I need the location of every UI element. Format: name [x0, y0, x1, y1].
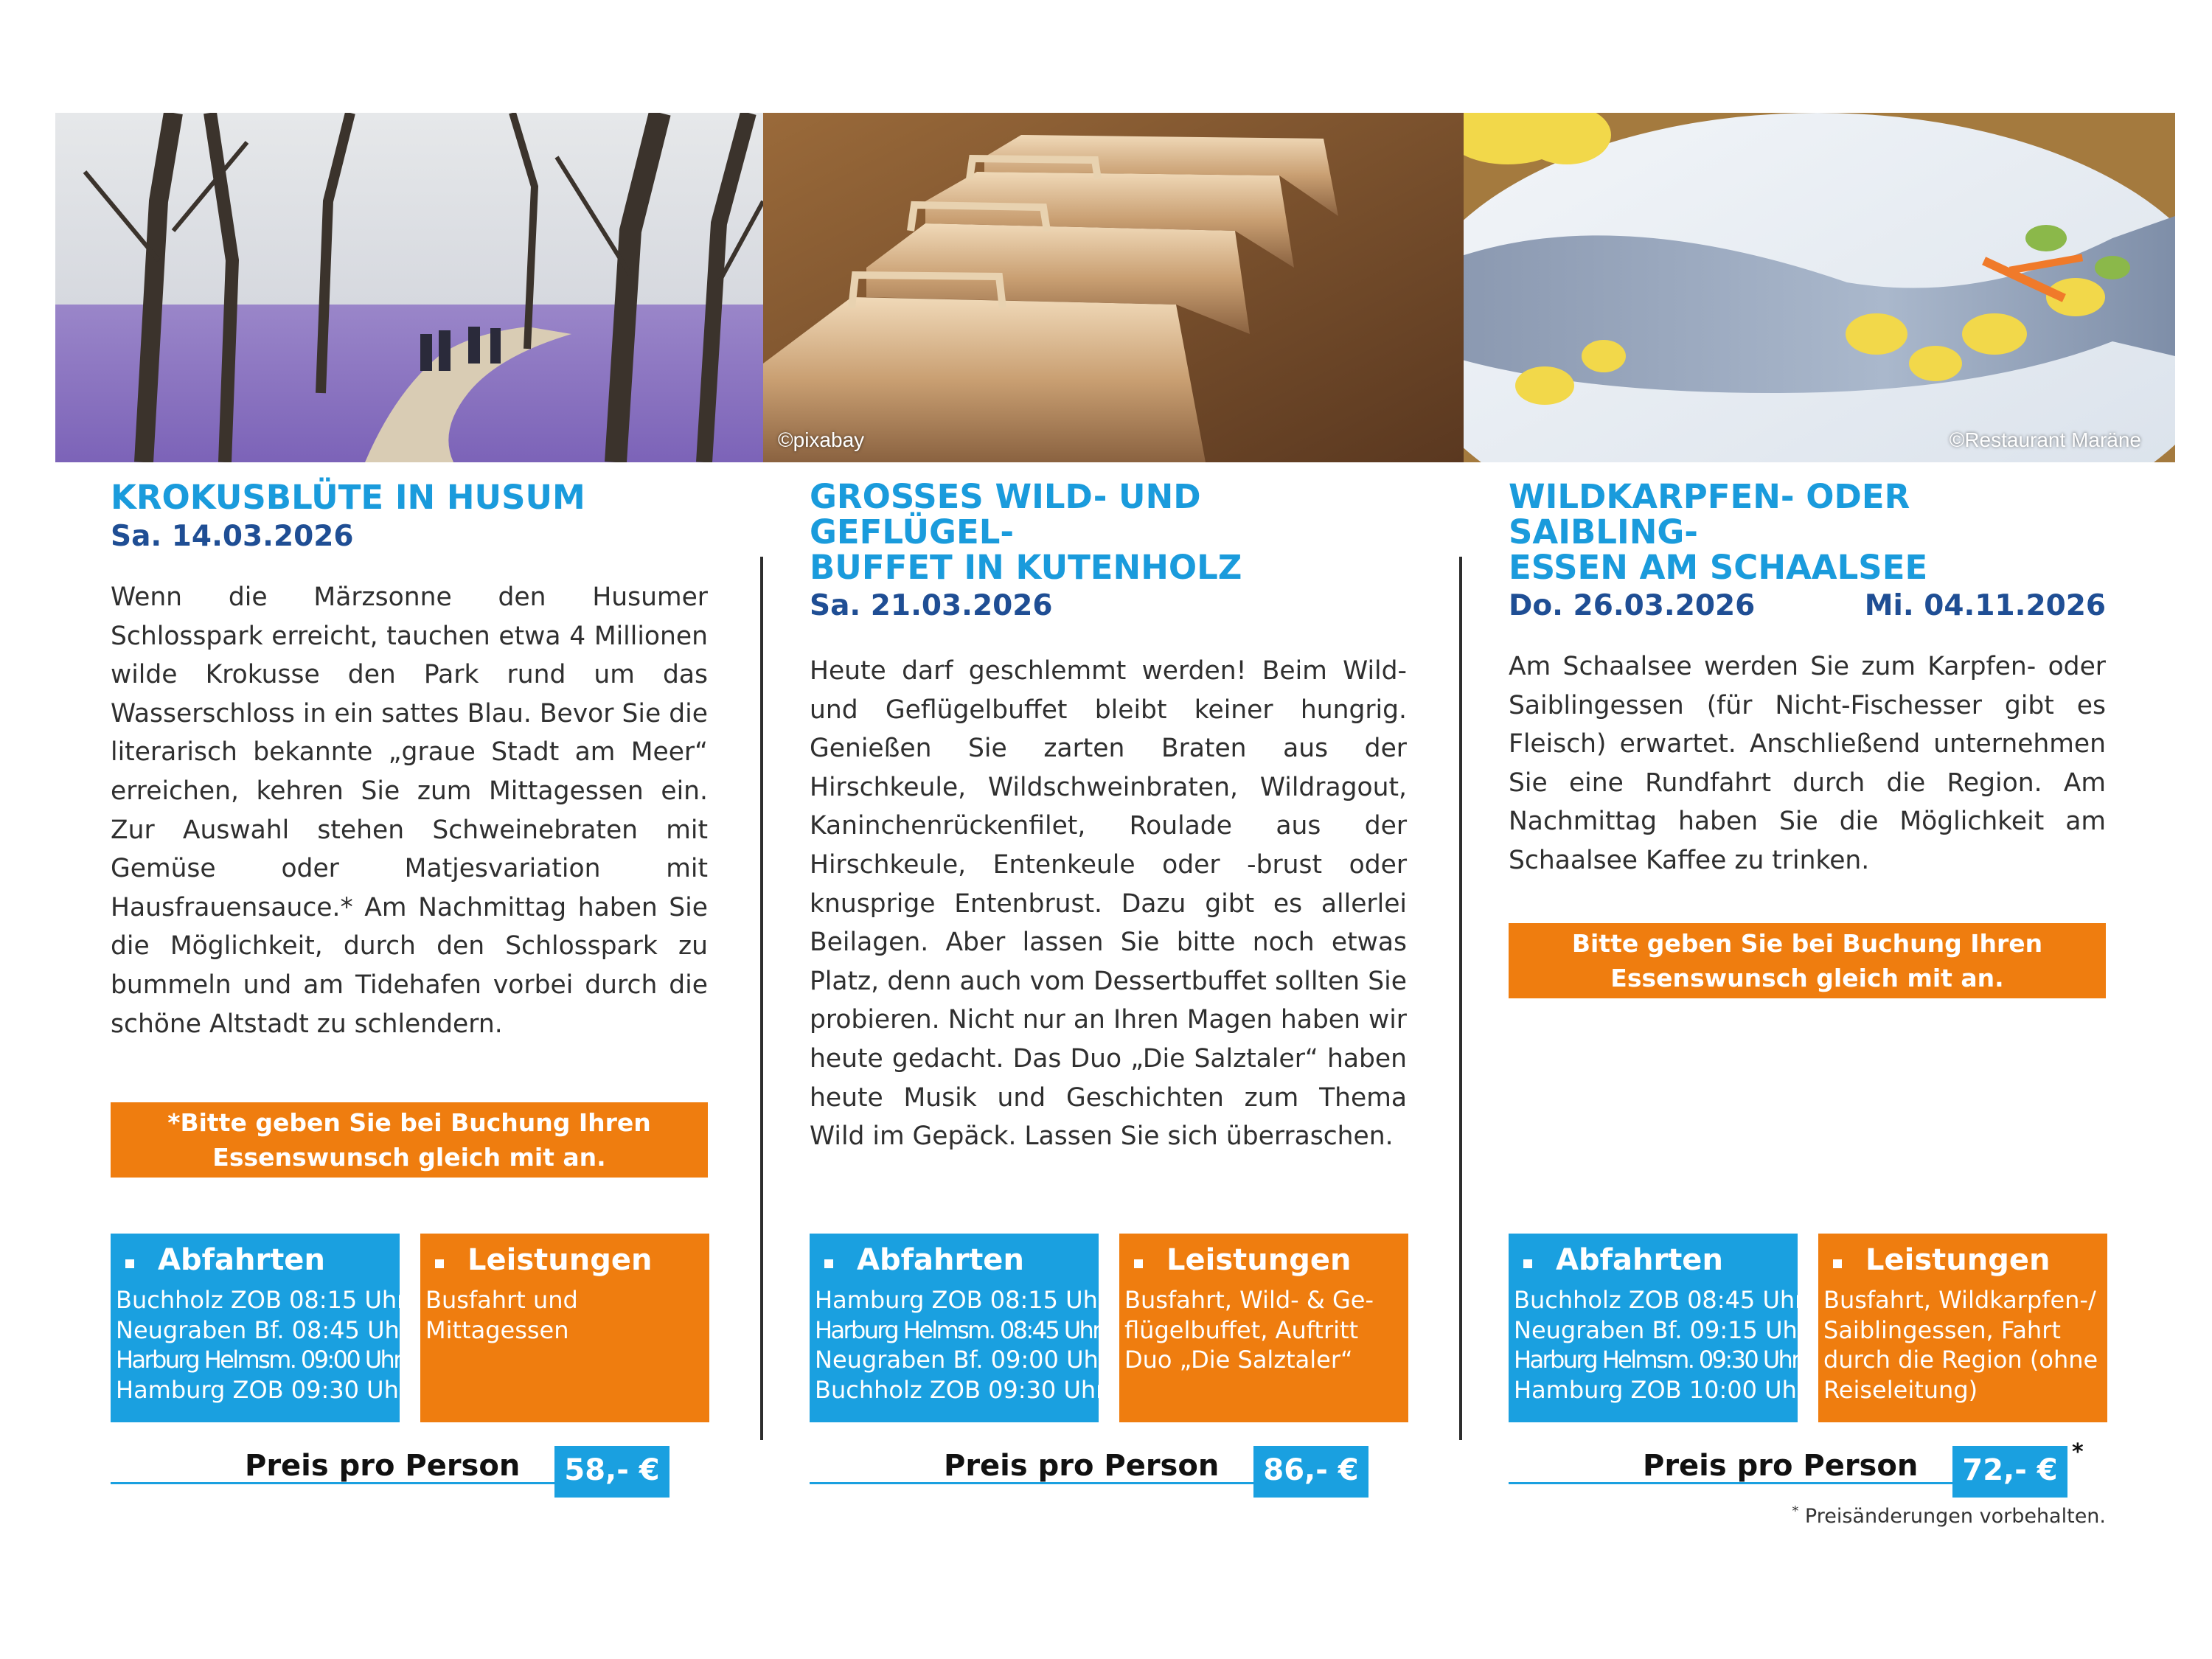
services-title: Leistungen [1166, 1243, 1352, 1277]
price-tag: 86,- € [1253, 1446, 1368, 1498]
tour-date: Mi. 04.11.2026 [1864, 589, 2106, 622]
departure-line: Harburg Helmsm. 09:00 Uhr [116, 1346, 401, 1374]
tour-title: KROKUSBLÜTE IN HUSUM [111, 478, 585, 517]
departure-line: Hamburg ZOB 10:00 Uhr [1514, 1375, 1806, 1404]
photo-fish-plate [1464, 113, 2175, 462]
departures-title: Abfahrten [857, 1243, 1024, 1277]
tour-date: Sa. 21.03.2026 [810, 589, 1053, 622]
departure-line: Hamburg ZOB 08:15 Uhr [815, 1286, 1107, 1314]
tour-description: Wenn die Märzsonne den Husumer Schlosspark erreicht, tauchen etwa 4 Millionen wilde Krokusse den Park rund um das Wasserschloss in ein sattes Blau. Bevor Sie die literarisch bekannte „graue Stadt am Meer“ erreichen, kehren Sie zum Mittagessen ein. Zur Auswahl stehen Schweinebraten mit Gemüse oder Matjesvariation mit Hausfrauensauce.* Am Nachmittag haben Sie die Möglichkeit, durch den Schlosspark zu bummeln und am Tidehafen vorbei durch die schöne Altstadt zu schlendern. [111, 582, 708, 1039]
departures-title: Abfahrten [1556, 1243, 1723, 1277]
service-line: Reiseleitung) [1823, 1375, 1978, 1404]
price-tag: 72,- € [1952, 1446, 2067, 1498]
price-footnote-star: * [2072, 1439, 2084, 1465]
bullet-icon [1523, 1259, 1532, 1268]
bullet-icon [1833, 1259, 1842, 1268]
photo-buffet [763, 113, 1464, 462]
bullet-icon [125, 1259, 134, 1268]
services-box [420, 1234, 709, 1422]
services-title: Leistungen [1865, 1243, 2051, 1277]
bullet-icon [435, 1259, 444, 1268]
service-line: Duo „Die Salztaler“ [1124, 1346, 1353, 1374]
departures-box [810, 1234, 1108, 1422]
tour-title-line: ESSEN AM SCHAALSEE [1509, 548, 1928, 587]
departure-line: Neugraben Bf. 09:15 Uhr [1514, 1315, 1807, 1344]
bullet-icon [824, 1259, 833, 1268]
tour-title [1509, 479, 2106, 585]
departure-line: Hamburg ZOB 09:30 Uhr [116, 1375, 408, 1404]
column-divider [1459, 557, 1462, 1440]
meal-choice-notice [1509, 923, 2106, 998]
bullet-icon [1134, 1259, 1143, 1268]
tour-title-line: GROSSES WILD- UND GEFLÜGEL- [810, 477, 1201, 552]
price-label: Preis pro Person [1643, 1449, 1919, 1483]
fish-plate-photo-icon [1464, 113, 2175, 462]
service-line: durch die Region (ohne [1823, 1346, 2098, 1374]
tour-krokusbluete [111, 478, 708, 1172]
departures-title: Abfahrten [158, 1243, 325, 1277]
price-label: Preis pro Person [245, 1449, 521, 1483]
departures-box [111, 1234, 409, 1422]
photo-credit: ©pixabay [778, 428, 865, 451]
price-label: Preis pro Person [944, 1449, 1220, 1483]
price-row [111, 1446, 671, 1489]
notice-line: Bitte geben Sie bei Buchung Ihren [1571, 929, 2043, 958]
crocus-park-photo-icon [55, 113, 763, 462]
meal-choice-notice [111, 1102, 708, 1178]
tour-title [810, 479, 1407, 585]
tour-wildkarpfen [1509, 477, 2106, 992]
departure-line: Neugraben Bf. 09:00 Uhr [815, 1346, 1108, 1374]
service-line: Busfahrt, Wildkarpfen-/ [1823, 1286, 2096, 1314]
notice-line: *Bitte geben Sie bei Buchung Ihren [167, 1108, 651, 1137]
notice-line: Essenswunsch gleich mit an. [1610, 964, 2004, 992]
tour-title-line: BUFFET IN KUTENHOLZ [810, 548, 1242, 587]
tour-date: Sa. 14.03.2026 [111, 520, 354, 553]
tour-description: Heute darf geschlemmt werden! Beim Wild- und Geflügelbuffet bleibt keiner hungrig. Genießen Sie zarten Braten aus der Hirschkeule, Wildschweinbraten, Wildragout, Kaninchenrückenfilet, Roulade aus der Hirschkeule, Entenkeule oder -brust oder knusprige Entenbrust. Dazu gibt es allerlei Beilagen. Aber lassen Sie bitte noch etwas Platz, denn auch vom Dessertbuffet sollten Sie probieren. Nicht nur an Ihren Magen haben wir heute gedacht. Das Duo „Die Salztaler“ haben heute Musik und Geschichten zum Thema Wild im Gepäck. Lassen Sie sich überraschen. [810, 656, 1407, 1152]
service-line: Busfahrt, Wild- & Ge- [1124, 1286, 1374, 1314]
price-tag: 58,- € [554, 1446, 669, 1498]
footnote-marker: * [1792, 1503, 1799, 1519]
price-footnote [1792, 1503, 2106, 1528]
services-title: Leistungen [467, 1243, 653, 1277]
tour-description: Am Schaalsee werden Sie zum Karpfen- oder Saiblingessen (für Nicht-Fischesser gibt es Fleisch) erwartet. Anschließend unternehmen Sie eine Rundfahrt durch die Region. Am Nachmittag haben Sie die Möglichkeit am Schaalsee Kaffee zu trinken. [1509, 652, 2106, 875]
departures-box [1509, 1234, 1807, 1422]
tour-date: Do. 26.03.2026 [1509, 589, 1756, 622]
service-line: Saiblingessen, Fahrt [1823, 1315, 2061, 1344]
photo-credit: ©Restaurant Maräne [1949, 428, 2141, 451]
departure-line: Neugraben Bf. 08:45 Uhr [116, 1315, 409, 1344]
tour-wild-buffet [810, 479, 1407, 1156]
price-row [810, 1446, 1370, 1489]
service-line: flügelbuffet, Auftritt [1124, 1315, 1359, 1344]
column-divider [760, 557, 763, 1440]
departure-line: Harburg Helmsm. 09:30 Uhr [1514, 1346, 1799, 1374]
tour-dates [1509, 588, 2106, 624]
photo-crocus-park [55, 113, 763, 462]
notice-line: Essenswunsch gleich mit an. [212, 1143, 606, 1172]
footnote-text: Preisänderungen vorbehalten. [1804, 1505, 2106, 1528]
departure-line: Harburg Helmsm. 08:45 Uhr [815, 1315, 1100, 1344]
services-box [1818, 1234, 2107, 1422]
tour-title-line: WILDKARPFEN- ODER SAIBLING- [1509, 477, 1910, 552]
departure-line: Buchholz ZOB 08:45 Uhr [1514, 1286, 1805, 1314]
service-line: Mittagessen [425, 1315, 569, 1344]
departure-line: Buchholz ZOB 09:30 Uhr [815, 1375, 1106, 1404]
services-box [1119, 1234, 1408, 1422]
departure-line: Buchholz ZOB 08:15 Uhr [116, 1286, 407, 1314]
service-line: Busfahrt und [425, 1286, 578, 1314]
buffet-chafing-dishes-photo-icon [763, 113, 1464, 462]
price-row [1509, 1446, 2069, 1489]
